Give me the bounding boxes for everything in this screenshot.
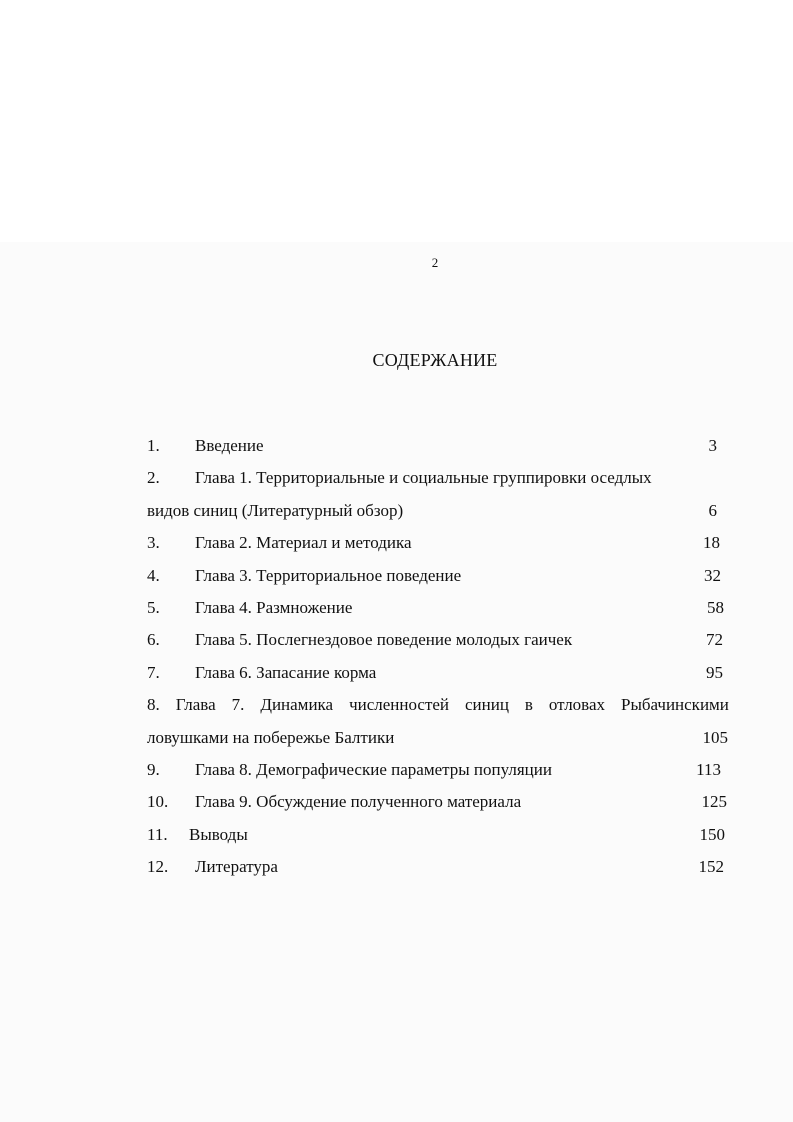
toc-title: Выводы [189,824,248,844]
toc-row-conclusions [147,823,729,855]
toc-row-chapter-7 [147,693,729,725]
toc-row-chapter-1 [147,466,729,498]
toc-page: 18 [703,533,720,553]
toc-page: 72 [706,630,723,650]
toc-row-chapter-1-continued [147,499,729,531]
toc-page: 58 [707,597,724,617]
toc-title: Глава 8. Демографические параметры популяции [195,759,552,779]
toc-number: 1. [147,436,160,455]
toc-title-continuation: видов синиц (Литературный обзор) [147,500,404,520]
toc-page: 150 [699,824,725,844]
toc-page: 32 [704,565,721,585]
toc-word: Рыбачинскими [621,695,729,715]
toc-title: Глава 1. Территориальные и социальные группировки оседлых [195,468,652,488]
toc-number: 2. [147,468,160,488]
toc-page: 125 [701,792,727,812]
toc-title: Глава 3. Территориальное поведение [195,565,462,585]
toc-page: 95 [706,662,723,682]
toc-number: 9. [147,759,160,779]
toc-title: Глава 5. Послегнездовое поведение молодых гаичек [195,630,573,650]
toc-number: 8. [147,695,160,715]
toc-row-chapter-5 [147,628,729,660]
toc-row-chapter-7-continued [147,726,729,758]
toc-title: Глава 2. Материал и методика [195,533,412,553]
toc-word: Глава [175,695,216,715]
toc-title: Глава 6. Запасание корма [195,662,377,682]
page-number: 2 [431,255,439,270]
toc-title: Глава 4. Размножение [195,597,353,617]
toc-row-chapter-9 [147,790,729,822]
page-title: СОДЕРЖАНИЕ [372,350,498,370]
toc-number: 3. [147,533,160,553]
toc-number: 4. [147,565,160,585]
toc-page: 113 [696,759,721,779]
toc-word: 7. [231,695,245,715]
toc-page: 152 [698,857,724,877]
toc-title: Введение [195,436,264,455]
toc-row-chapter-4 [147,596,729,628]
toc-number: 10. [147,792,169,812]
toc-title: Глава 9. Обсуждение полученного материала [195,792,522,812]
toc-title-continuation: ловушками на побережье Балтики [147,727,395,747]
toc-row-chapter-6 [147,661,729,693]
toc-justified-line [147,693,729,717]
toc-number: 5. [147,597,160,617]
toc-number: 6. [147,630,160,650]
table-of-contents [147,434,729,887]
toc-row-chapter-8 [147,758,729,790]
toc-word: отловах [548,695,606,715]
toc-row-chapter-2 [147,531,729,563]
toc-number: 12. [147,857,169,877]
toc-page: 105 [702,727,728,747]
toc-row-chapter-3 [147,564,729,596]
toc-row-introduction [147,434,729,466]
toc-title: Литература [195,857,278,877]
toc-word: синиц [465,695,509,715]
toc-word: в [524,695,533,715]
toc-page: 6 [708,500,717,520]
toc-row-literature [147,855,729,887]
toc-page: 3 [708,436,717,455]
toc-word: численностей [349,695,450,715]
toc-number: 11. [147,824,168,844]
toc-number: 7. [147,662,160,682]
toc-word: Динамика [260,695,334,715]
